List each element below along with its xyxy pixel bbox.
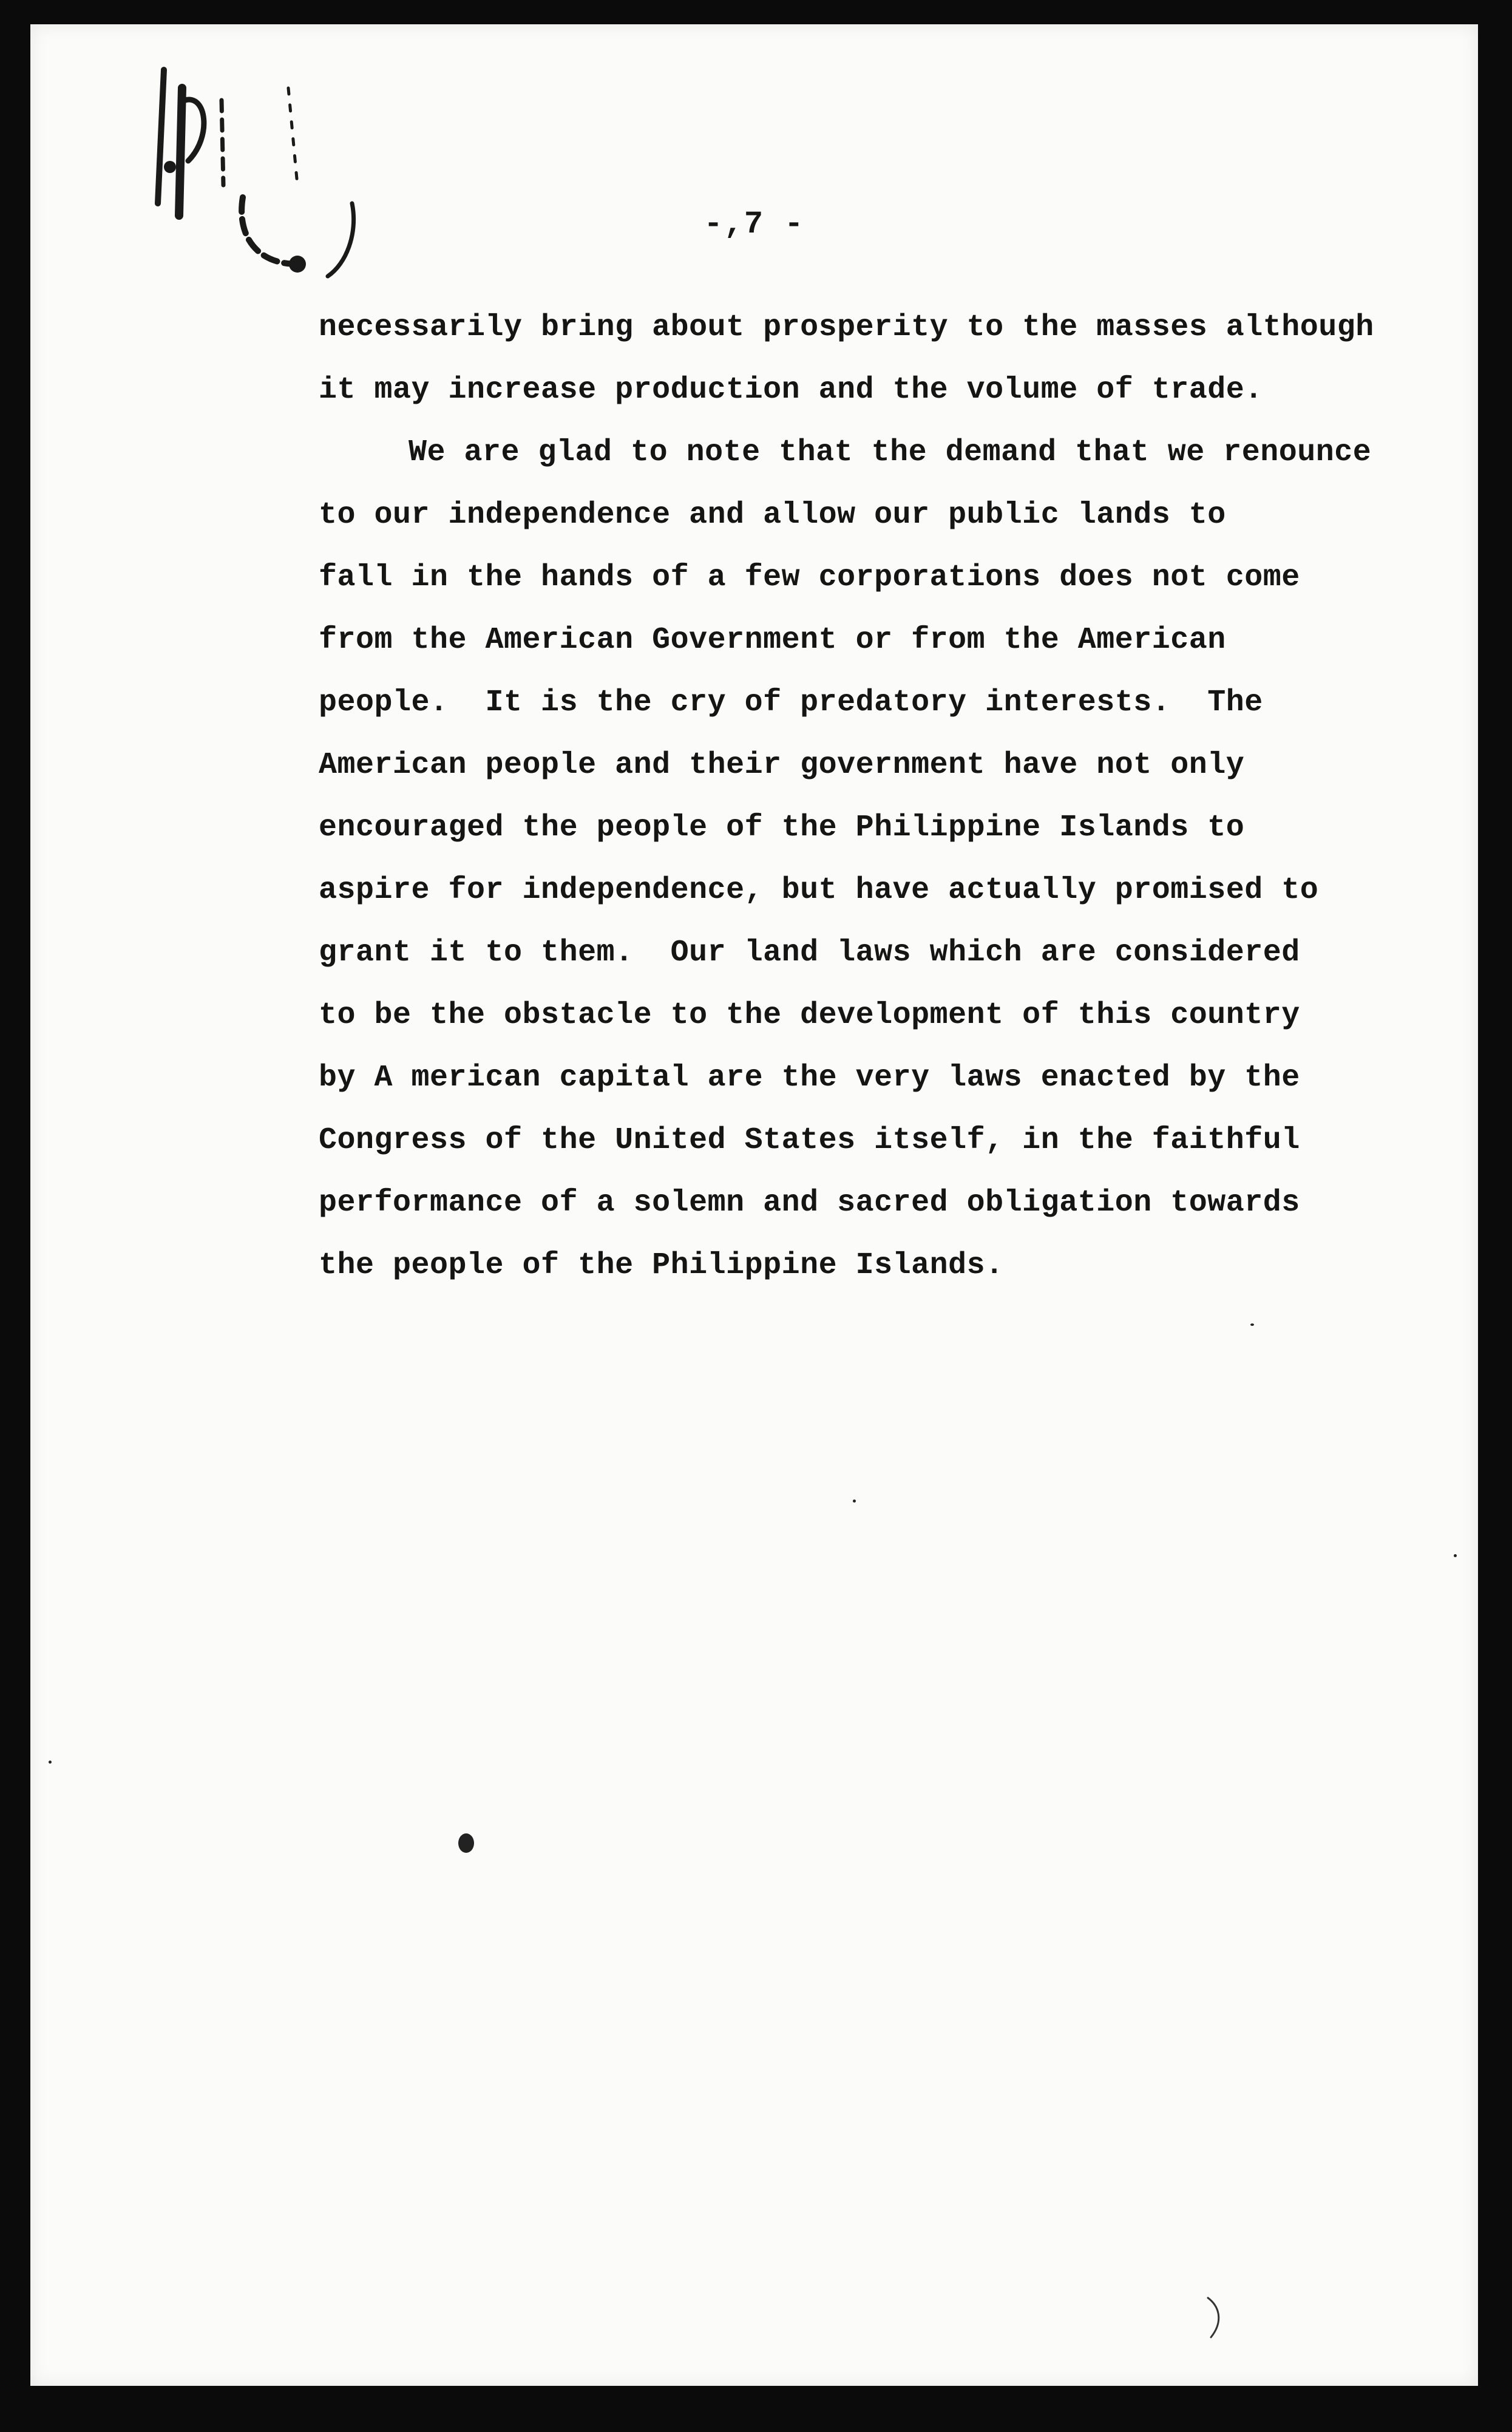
text-line: American people and their government have not only — [319, 748, 1245, 783]
ink-speck — [1454, 1554, 1457, 1557]
text-line: it may increase production and the volume of trade. — [319, 373, 1263, 407]
ink-speck — [853, 1500, 856, 1503]
pencil-mark — [1202, 2295, 1232, 2343]
text-line: performance of a solemn and sacred obligation towards — [319, 1186, 1300, 1220]
page-number: -,7 - — [703, 206, 805, 242]
text-line: grant it to them. Our land laws which are considered — [319, 936, 1300, 970]
text-line: from the American Government or from the American — [319, 623, 1226, 657]
handwritten-marginal-mark — [115, 64, 382, 294]
text-line: people. It is the cry of predatory interests. The — [319, 685, 1263, 720]
text-line: to our independence and allow our public lands to — [319, 498, 1226, 532]
text-line: We are glad to note that the demand that we renounce — [409, 435, 1372, 470]
ink-speck — [458, 1833, 474, 1853]
text-line: fall in the hands of a few corporations does not come — [319, 560, 1300, 595]
text-line: to be the obstacle to the development of this country — [319, 998, 1300, 1033]
text-line: aspire for independence, but have actually promised to — [319, 873, 1319, 908]
ink-speck — [1250, 1323, 1254, 1326]
document-page — [30, 24, 1478, 2386]
text-line: necessarily bring about prosperity to the masses although — [319, 310, 1374, 345]
text-line: by A merican capital are the very laws enacted by the — [319, 1061, 1300, 1095]
text-line: the people of the Philippine Islands. — [319, 1248, 1004, 1283]
document-body — [319, 296, 1411, 1297]
text-line: Congress of the United States itself, in the faithful — [319, 1123, 1300, 1158]
text-line: encouraged the people of the Philippine Islands to — [319, 810, 1245, 845]
ink-speck — [49, 1761, 52, 1764]
